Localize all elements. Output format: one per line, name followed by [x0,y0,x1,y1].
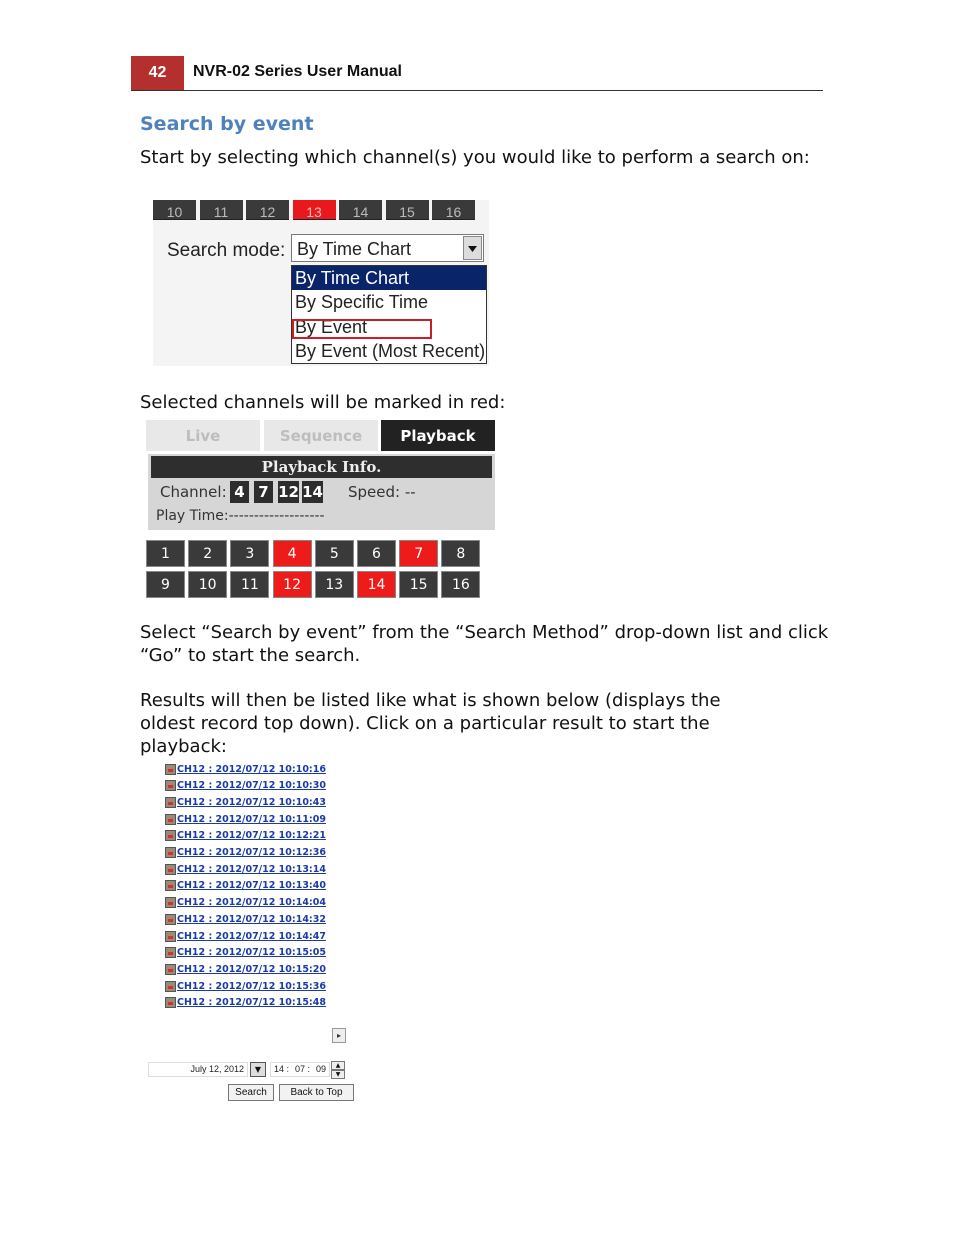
chevron-down-icon [464,237,481,259]
tab-live[interactable]: Live [146,420,260,451]
search-mode-value: By Time Chart [297,239,412,259]
chevron-down-icon: ▼ [335,1071,341,1078]
chevron-down-icon: ▼ [254,1065,262,1074]
paragraph-intro: Start by selecting which channel(s) you would like to perform a search on: [140,147,810,168]
channel-button-2[interactable]: 2 [188,540,227,567]
channel-button-3[interactable]: 3 [230,540,269,567]
top-channel-button[interactable]: 12 [246,200,289,220]
option-by-event-most-recent[interactable]: By Event (Most Recent) [295,341,486,361]
selected-channel-chip: 14 [302,483,323,501]
result-link[interactable]: CH12 : 2012/07/12 10:10:43 [177,796,326,808]
play-time-label: Play Time:------------------- [156,508,325,524]
time-up-button[interactable] [331,1061,345,1070]
next-page-button[interactable] [332,1028,346,1043]
video-clip-icon [165,914,176,925]
chevron-right-icon: ▸ [336,1031,341,1040]
search-mode-screenshot [153,200,489,366]
result-item[interactable] [165,779,326,793]
result-item[interactable] [165,929,326,943]
result-item[interactable] [165,946,326,960]
channel-button-12[interactable]: 12 [273,571,312,598]
video-clip-icon [165,797,176,808]
paragraph-results: Results will then be listed like what is shown below (displays the oldest record top down). Click on a particular result to start the playback: [140,690,721,757]
search-mode-select[interactable] [291,234,484,262]
result-link[interactable]: CH12 : 2012/07/12 10:15:20 [177,963,326,975]
search-mode-options [291,265,487,364]
video-clip-icon [165,947,176,958]
result-item[interactable] [165,979,326,993]
result-link[interactable]: CH12 : 2012/07/12 10:14:04 [177,897,326,909]
playback-info-panel [148,454,495,530]
channel-button-6[interactable]: 6 [357,540,396,567]
channel-button-10[interactable]: 10 [188,571,227,598]
result-item[interactable] [165,795,326,809]
time-field[interactable] [270,1062,330,1077]
manual-title: NVR-02 Series User Manual [193,63,402,80]
video-clip-icon [165,780,176,791]
by-event-highlight-box [292,319,432,339]
option-by-time-chart[interactable]: By Time Chart [292,266,486,290]
date-field[interactable]: July 12, 2012 [148,1062,248,1077]
channel-button-16[interactable]: 16 [441,571,480,598]
result-link[interactable]: CH12 : 2012/07/12 10:12:21 [177,830,326,842]
video-clip-icon [165,997,176,1008]
header-rule [131,90,823,91]
channel-grid [146,540,484,601]
channel-button-1[interactable]: 1 [146,540,185,567]
video-clip-icon [165,864,176,875]
option-by-specific-time[interactable]: By Specific Time [295,292,429,312]
channel-button-11[interactable]: 11 [230,571,269,598]
result-item[interactable] [165,846,326,860]
chevron-up-icon: ▲ [335,1062,341,1069]
result-item[interactable] [165,912,326,926]
result-link[interactable]: CH12 : 2012/07/12 10:13:40 [177,880,326,892]
selected-channel-chip: 7 [254,481,273,503]
result-link[interactable]: CH12 : 2012/07/12 10:15:36 [177,980,326,992]
result-link[interactable]: CH12 : 2012/07/12 10:11:09 [177,813,326,825]
channel-button-8[interactable]: 8 [441,540,480,567]
selected-channel-chip: 12 [278,483,299,501]
result-link[interactable]: CH12 : 2012/07/12 10:14:32 [177,913,326,925]
result-link[interactable]: CH12 : 2012/07/12 10:14:47 [177,930,326,942]
minute-value: 07 : [294,1064,310,1074]
speed-label: Speed: -- [348,483,416,501]
second-value: 09 [315,1064,326,1074]
paragraph-select-method: Select “Search by event” from the “Search Method” drop-down list and click “Go” to start the search. [140,622,829,666]
channel-button-14[interactable]: 14 [357,571,396,598]
tab-sequence[interactable]: Sequence [264,420,378,451]
search-mode-label: Search mode: [167,240,286,261]
top-channel-button[interactable]: 11 [200,200,243,220]
video-clip-icon [165,981,176,992]
video-clip-icon [165,964,176,975]
page-number: 42 [131,56,184,90]
top-channel-button[interactable]: 16 [432,200,475,220]
video-clip-icon [165,764,176,775]
selected-channel-chip: 4 [230,481,249,503]
paragraph-selected: Selected channels will be marked in red: [140,392,506,413]
result-link[interactable]: CH12 : 2012/07/12 10:10:30 [177,780,326,792]
result-item[interactable] [165,812,326,826]
result-item[interactable] [165,829,326,843]
video-clip-icon [165,814,176,825]
channel-button-4[interactable]: 4 [273,540,312,567]
playback-info-title: Playback Info. [151,456,492,478]
section-heading: Search by event [140,113,314,135]
channel-label: Channel: [160,483,227,501]
video-clip-icon [165,830,176,841]
channel-button-5[interactable]: 5 [315,540,354,567]
channel-button-7[interactable]: 7 [399,540,438,567]
video-clip-icon [165,897,176,908]
tab-playback[interactable]: Playback [381,420,495,451]
video-clip-icon [165,880,176,891]
result-item[interactable] [165,879,326,893]
result-item[interactable] [165,996,326,1010]
time-down-button[interactable] [331,1070,345,1079]
search-button[interactable]: Search [228,1084,274,1101]
date-dropdown-button[interactable] [250,1062,266,1077]
hour-value: 14 : [273,1064,289,1074]
result-link[interactable]: CH12 : 2012/07/12 10:12:36 [177,847,326,858]
result-link[interactable]: CH12 : 2012/07/12 10:13:14 [177,863,326,875]
top-channel-button[interactable]: 14 [339,200,382,220]
result-link[interactable]: CH12 : 2012/07/12 10:15:48 [177,997,326,1009]
channel-button-15[interactable]: 15 [399,571,438,598]
video-clip-icon [165,931,176,942]
top-channel-button[interactable]: 15 [386,200,429,220]
option-by-event[interactable]: By Event [295,317,368,337]
result-item[interactable] [165,962,326,976]
result-item[interactable] [165,862,326,876]
result-link[interactable]: CH12 : 2012/07/12 10:15:05 [177,947,326,959]
top-channel-button[interactable]: 13 [293,200,336,220]
result-item[interactable] [165,896,326,910]
result-item[interactable] [165,762,326,776]
back-to-top-button[interactable]: Back to Top [279,1084,354,1101]
search-mode-dropdown-button[interactable] [463,236,482,260]
top-channel-button[interactable]: 10 [153,200,196,220]
channel-button-13[interactable]: 13 [315,571,354,598]
video-clip-icon [165,847,176,858]
result-link[interactable]: CH12 : 2012/07/12 10:10:16 [177,763,326,775]
channel-button-9[interactable]: 9 [146,571,185,598]
